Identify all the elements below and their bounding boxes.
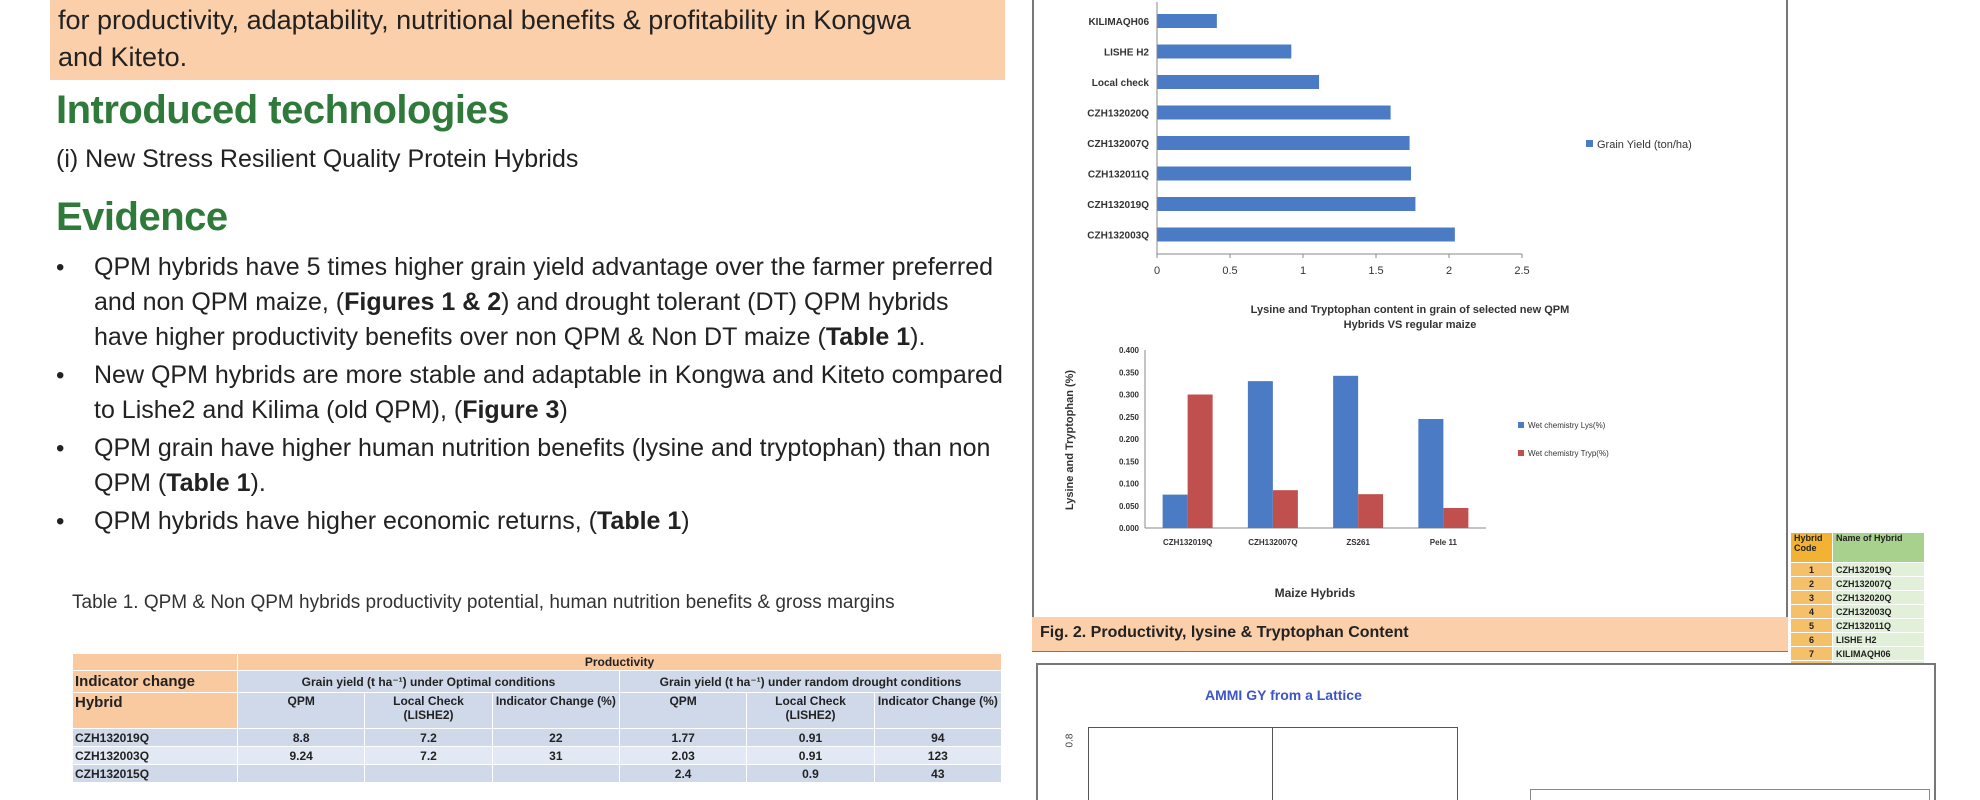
evidence-list <box>56 250 1006 542</box>
hybrid-code: 3 <box>1791 591 1833 605</box>
table-row <box>73 747 1002 765</box>
productivity-table <box>72 653 1002 783</box>
hybrid-code-table <box>1790 532 1925 675</box>
hybrid-code: 7 <box>1791 647 1833 661</box>
grain-yield-chart <box>1040 0 1780 300</box>
code-row <box>1791 647 1925 661</box>
legend-label: Wet chemistry Lys(%) <box>1528 421 1606 430</box>
x-tick-label: 2 <box>1445 265 1453 277</box>
y-axis-label: Lysine and Tryptophan (%) <box>1064 369 1076 511</box>
table-ref: Table 1 <box>825 323 911 351</box>
bar <box>1157 45 1291 59</box>
hybrid-name: LISHE H2 <box>1833 633 1925 647</box>
hybrid-label: Hybrid <box>73 693 238 729</box>
sub-header: QPM <box>238 693 365 729</box>
intro-line-1: for productivity, adaptability, nutritional benefits & profitability in Kongwa <box>58 5 911 35</box>
cell: 94 <box>874 729 1001 747</box>
legend-label: Grain Yield (ton/ha) <box>1597 139 1692 151</box>
code-row <box>1791 619 1925 633</box>
figure-ref: Figures 1 & 2 <box>344 288 502 316</box>
x-tick-label: 1.5 <box>1368 265 1384 277</box>
legend-label: Wet chemistry Tryp(%) <box>1528 449 1609 458</box>
code-column-header: Hybrid Code <box>1791 533 1833 563</box>
x-tick-label: 2.5 <box>1514 265 1530 277</box>
table-row <box>73 729 1002 747</box>
name-column-header: Name of Hybrid <box>1833 533 1925 563</box>
bar <box>1157 75 1319 89</box>
cell: 7.2 <box>365 747 492 765</box>
text: QPM hybrids have higher economic returns, ( <box>94 507 597 535</box>
hybrid-name: CZH132003Q <box>1833 605 1925 619</box>
ammi-axis-line <box>1272 727 1273 800</box>
hybrid-name: KILIMAQH06 <box>1833 647 1925 661</box>
cell: 123 <box>874 747 1001 765</box>
bar <box>1157 167 1411 181</box>
indicator-label: Indicator change <box>73 671 238 693</box>
cell <box>492 765 619 783</box>
x-axis-label: Maize Hybrids <box>1274 586 1356 600</box>
evidence-item-3 <box>56 431 1006 501</box>
chart-title: Lysine and Tryptophan content in grain of selected new QPM <box>1250 304 1570 316</box>
sub-header: QPM <box>619 693 746 729</box>
text: New QPM hybrids are more stable and adaptable in Kongwa and Kiteto compared to Lishe2 and Kilima (old QPM), ( <box>94 361 1003 424</box>
table-corner <box>73 654 238 671</box>
cell: 8.8 <box>238 729 365 747</box>
cell: 0.91 <box>747 729 874 747</box>
evidence-heading: Evidence <box>56 195 228 239</box>
legend-swatch <box>1518 450 1524 456</box>
cell: 1.77 <box>619 729 746 747</box>
x-tick-label: 0.5 <box>1222 265 1238 277</box>
hybrid-code: 5 <box>1791 619 1833 633</box>
bar <box>1358 494 1383 528</box>
hybrid-code: 6 <box>1791 633 1833 647</box>
y-tick-label: Local check <box>1091 78 1149 89</box>
sub-header: Local Check (LISHE2) <box>747 693 874 729</box>
ammi-secondary-plot <box>1530 789 1930 800</box>
text: ) and drought tolerant (DT) QPM hybrids have higher productivity benefits over non QPM & Non DT maize ( <box>94 288 949 351</box>
y-tick-label: 0.200 <box>1118 435 1139 444</box>
bar <box>1163 495 1188 528</box>
table-ref: Table 1 <box>597 507 682 535</box>
text: QPM grain have higher human nutrition benefits (lysine and tryptophan) than non QPM ( <box>94 434 991 497</box>
chart-title-line-2: Hybrids VS regular maize <box>1343 319 1477 331</box>
legend-swatch <box>1586 140 1593 147</box>
table-ref: Table 1 <box>166 469 251 497</box>
cell: 2.4 <box>619 765 746 783</box>
cell: 2.03 <box>619 747 746 765</box>
hybrid-code: 4 <box>1791 605 1833 619</box>
technology-item: (i) New Stress Resilient Quality Protein Hybrids <box>56 145 579 173</box>
bar <box>1443 508 1468 528</box>
bar <box>1157 197 1415 211</box>
introduced-technologies-heading: Introduced technologies <box>56 88 509 132</box>
intro-line-2: and Kiteto. <box>58 42 188 72</box>
bar <box>1188 395 1213 529</box>
cell: 22 <box>492 729 619 747</box>
cell <box>365 765 492 783</box>
figure-ref: Figure 3 <box>462 396 560 424</box>
legend-swatch <box>1518 422 1524 428</box>
cell: 7.2 <box>365 729 492 747</box>
sub-header: Local Check (LISHE2) <box>365 693 492 729</box>
ammi-title: AMMI GY from a Lattice <box>1205 687 1362 703</box>
y-tick-label: 0.400 <box>1118 346 1139 355</box>
x-tick-label: 1 <box>1299 265 1307 277</box>
bar <box>1333 376 1358 528</box>
evidence-item-1 <box>56 250 1006 355</box>
y-tick-label: CZH132011Q <box>1087 169 1149 181</box>
x-tick-label: ZS261 <box>1346 538 1370 547</box>
y-tick-label: CZH132007Q <box>1087 139 1149 150</box>
text: ). <box>250 469 266 497</box>
y-tick-label: KILIMAQH06 <box>1088 17 1149 28</box>
row-hybrid: CZH132015Q <box>73 765 238 783</box>
y-tick-label: LISHE H2 <box>1103 47 1149 59</box>
y-tick-label: 0.100 <box>1118 479 1139 489</box>
ammi-plot-frame <box>1088 727 1458 800</box>
code-row <box>1791 577 1925 591</box>
ammi-tick-label: 0.8 <box>1064 733 1076 748</box>
cell: 43 <box>874 765 1001 783</box>
x-tick-label: CZH132007Q <box>1248 538 1298 547</box>
hybrid-name: CZH132019Q <box>1833 563 1925 577</box>
table-1-caption: Table 1. QPM & Non QPM hybrids productivity potential, human nutrition benefits & gross margins <box>72 592 895 613</box>
text: QPM hybrids have 5 times higher grain yield advantage over the farmer preferred and non QPM maize, ( <box>94 253 994 316</box>
cell: 31 <box>492 747 619 765</box>
figure-2-caption: Fig. 2. Productivity, lysine & Tryptophan Content <box>1032 617 1788 651</box>
row-hybrid: CZH132019Q <box>73 729 238 747</box>
x-tick-label: CZH132019Q <box>1162 538 1213 547</box>
intro-text-box <box>50 0 1005 80</box>
sub-header: Indicator Change (%) <box>492 693 619 729</box>
hybrid-name: CZH132020Q <box>1833 591 1925 605</box>
code-row <box>1791 563 1925 577</box>
y-tick-label: CZH132019Q <box>1087 200 1149 211</box>
text: ) <box>681 507 690 535</box>
hybrid-name: CZH132011Q <box>1833 619 1925 633</box>
group-header: Productivity <box>238 654 1002 671</box>
sub-header: Indicator Change (%) <box>874 693 1001 729</box>
y-tick-label: 0.350 <box>1118 368 1139 378</box>
x-tick-label: 0 <box>1153 265 1161 277</box>
y-tick-label: 0.300 <box>1118 390 1139 400</box>
hybrid-code: 1 <box>1791 563 1833 577</box>
cell <box>238 765 365 783</box>
bar <box>1418 419 1443 528</box>
cell: 0.91 <box>747 747 874 765</box>
code-row <box>1791 605 1925 619</box>
row-hybrid: CZH132003Q <box>73 747 238 765</box>
code-row <box>1791 591 1925 605</box>
cell: 0.9 <box>747 765 874 783</box>
y-tick-label: CZH132003Q <box>1087 230 1149 242</box>
cell: 9.24 <box>238 747 365 765</box>
y-tick-label: CZH132020Q <box>1087 108 1149 120</box>
drought-header: Grain yield (t ha⁻¹) under random drought conditions <box>619 671 1001 693</box>
text: ). <box>910 323 926 351</box>
bar <box>1157 14 1217 28</box>
evidence-item-2 <box>56 358 1006 428</box>
code-rows <box>1791 563 1925 675</box>
bar <box>1157 228 1455 242</box>
bar <box>1273 490 1298 528</box>
lysine-tryptophan-chart <box>1040 300 1780 610</box>
table-row <box>73 765 1002 783</box>
text: ) <box>559 396 568 424</box>
hybrid-name: CZH132007Q <box>1833 577 1925 591</box>
bar <box>1248 381 1273 528</box>
code-row <box>1791 633 1925 647</box>
y-tick-label: 0.150 <box>1118 457 1139 467</box>
hybrid-code: 2 <box>1791 577 1833 591</box>
optimal-header: Grain yield (t ha⁻¹) under Optimal conditions <box>238 671 620 693</box>
x-tick-label: Pele 11 <box>1429 538 1457 547</box>
evidence-item-4 <box>56 504 1006 539</box>
y-tick-label: 0.050 <box>1118 501 1139 511</box>
bar <box>1157 136 1410 150</box>
y-tick-label: 0.250 <box>1118 412 1139 422</box>
y-tick-label: 0.000 <box>1118 524 1139 533</box>
bar <box>1157 106 1391 120</box>
